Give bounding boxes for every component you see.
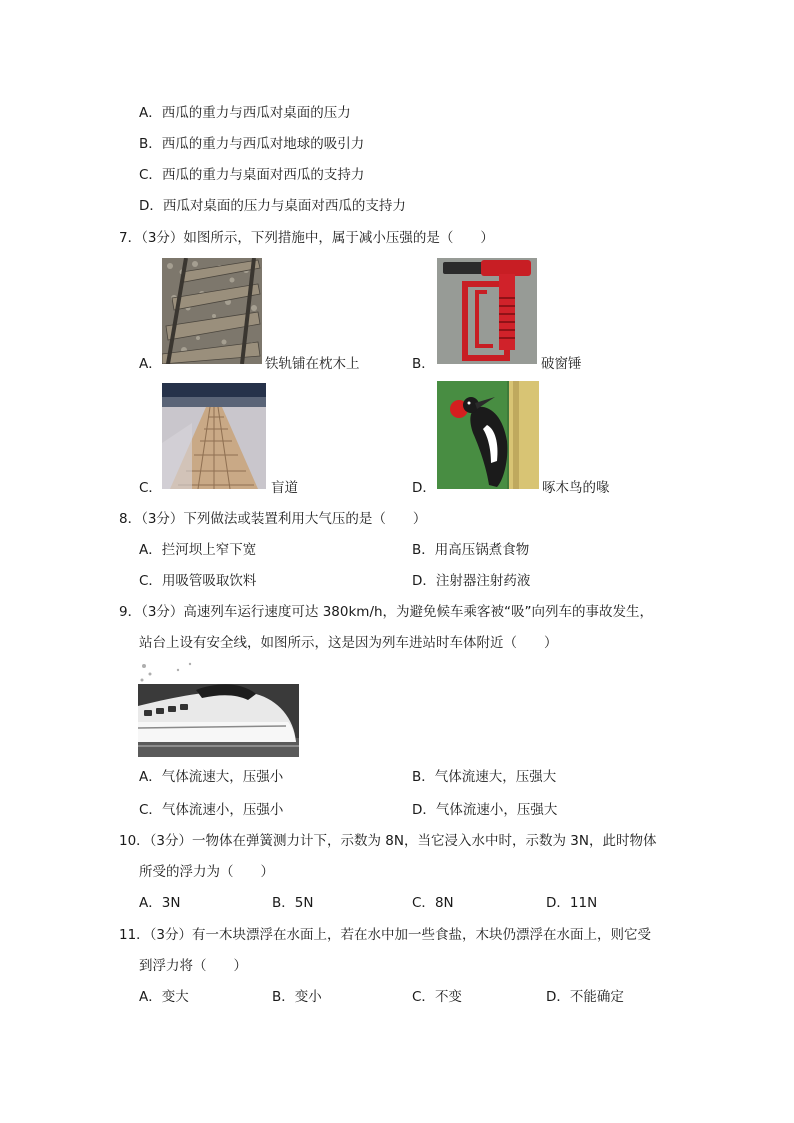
q6-option-d xyxy=(139,197,406,215)
option-text: 气体流速小，压强大 xyxy=(435,802,558,818)
q11-option-a xyxy=(139,988,189,1006)
option-text: 不变 xyxy=(434,989,462,1005)
option-letter: A． xyxy=(139,989,162,1005)
option-text: 西瓜的重力与西瓜对桌面的压力 xyxy=(161,105,351,121)
q9-option-c xyxy=(139,801,283,819)
q11-stem-line2: 到浮力将（ ） xyxy=(139,958,247,974)
q9-stem-line1: 9．（3分）高速列车运行速度可达 380km/h，为避免候车乘客被“吸”向列车的事故发生， xyxy=(119,604,654,620)
option-letter: A． xyxy=(139,542,162,558)
q6-option-c xyxy=(139,166,364,184)
option-letter: C． xyxy=(412,989,435,1005)
option-letter: D． xyxy=(412,802,436,818)
option-text: 变小 xyxy=(294,989,322,1005)
q11-option-d xyxy=(546,988,624,1006)
q11-stem-line1: 11．（3分）有一木块漂浮在水面上，若在水中加一些食盐，木块仍漂浮在水面上，则它受 xyxy=(119,927,652,943)
tactile-paving-photo-icon xyxy=(162,383,266,489)
q10-option-a xyxy=(139,894,180,912)
option-letter: B． xyxy=(272,989,295,1005)
q7-option-b-letter: B． xyxy=(412,356,435,372)
q9-option-d xyxy=(412,801,557,819)
q9-option-a xyxy=(139,768,283,786)
q10-stem-line2: 所受的浮力为（ ） xyxy=(139,864,274,880)
q9-option-b xyxy=(412,768,556,786)
q8-stem: 8．（3分）下列做法或装置利用大气压的是（ ） xyxy=(119,511,427,527)
woodpecker-photo-icon xyxy=(437,381,539,489)
option-text: 西瓜对桌面的压力与桌面对西瓜的支持力 xyxy=(162,198,406,214)
option-letter: C． xyxy=(412,895,435,911)
q8-option-b xyxy=(412,541,529,559)
q11-option-c xyxy=(412,988,462,1006)
q8-option-d xyxy=(412,572,530,590)
option-letter: D． xyxy=(139,198,163,214)
q8-option-a xyxy=(139,541,256,559)
q7-option-d-letter: D． xyxy=(412,480,436,496)
q9-stem-line2: 站台上设有安全线，如图所示，这是因为列车进站时车体附近（ ） xyxy=(139,635,558,651)
option-text: 气体流速大，压强小 xyxy=(161,769,284,785)
q11-option-b xyxy=(272,988,322,1006)
q10-option-d xyxy=(546,894,597,912)
option-text: 拦河坝上窄下宽 xyxy=(161,542,257,558)
option-text: 气体流速大，压强大 xyxy=(434,769,557,785)
high-speed-train-photo-icon xyxy=(138,660,299,757)
option-letter: A． xyxy=(139,769,162,785)
option-letter: B． xyxy=(412,542,435,558)
option-text: 用高压锅煮食物 xyxy=(434,542,530,558)
option-text: 气体流速小，压强小 xyxy=(161,802,284,818)
option-letter: C． xyxy=(139,802,162,818)
option-text: 用吸管吸取饮料 xyxy=(161,573,257,589)
q6-option-a xyxy=(139,104,351,122)
window-hammer-photo-icon xyxy=(437,258,537,364)
q7-stem: 7．（3分）如图所示，下列措施中，属于减小压强的是（ ） xyxy=(119,230,494,246)
option-text: 11N xyxy=(569,895,598,911)
option-text: 3N xyxy=(161,895,181,911)
option-letter: D． xyxy=(546,895,570,911)
option-text: 注射器注射药液 xyxy=(435,573,531,589)
q10-stem-line1: 10．（3分）一物体在弹簧测力计下，示数为 8N，当它浸入水中时，示数为 3N，此时物体 xyxy=(119,833,657,849)
q7-option-c-caption: 盲道 xyxy=(271,480,298,496)
q7-option-a-caption: 铁轨铺在枕木上 xyxy=(265,356,360,372)
q7-option-c-letter: C． xyxy=(139,480,162,496)
option-letter: B． xyxy=(412,769,435,785)
option-letter: A． xyxy=(139,895,162,911)
q7-option-b-caption: 破窗锤 xyxy=(541,356,582,372)
q7-option-d-caption: 啄木鸟的喙 xyxy=(542,480,610,496)
q10-option-c xyxy=(412,894,454,912)
option-text: 西瓜的重力与西瓜对地球的吸引力 xyxy=(161,136,365,152)
q6-option-b xyxy=(139,135,364,153)
option-letter: B． xyxy=(139,136,162,152)
option-text: 5N xyxy=(294,895,314,911)
option-letter: C． xyxy=(139,573,162,589)
q7-option-a-letter: A． xyxy=(139,356,162,372)
option-text: 变大 xyxy=(161,989,189,1005)
option-letter: B． xyxy=(272,895,295,911)
q10-option-b xyxy=(272,894,313,912)
option-letter: A． xyxy=(139,105,162,121)
option-text: 8N xyxy=(434,895,454,911)
option-text: 西瓜的重力与桌面对西瓜的支持力 xyxy=(161,167,365,183)
option-letter: C． xyxy=(139,167,162,183)
option-letter: D． xyxy=(412,573,436,589)
option-text: 不能确定 xyxy=(569,989,624,1005)
q8-option-c xyxy=(139,572,256,590)
railway-sleeper-photo-icon xyxy=(162,258,262,364)
option-letter: D． xyxy=(546,989,570,1005)
